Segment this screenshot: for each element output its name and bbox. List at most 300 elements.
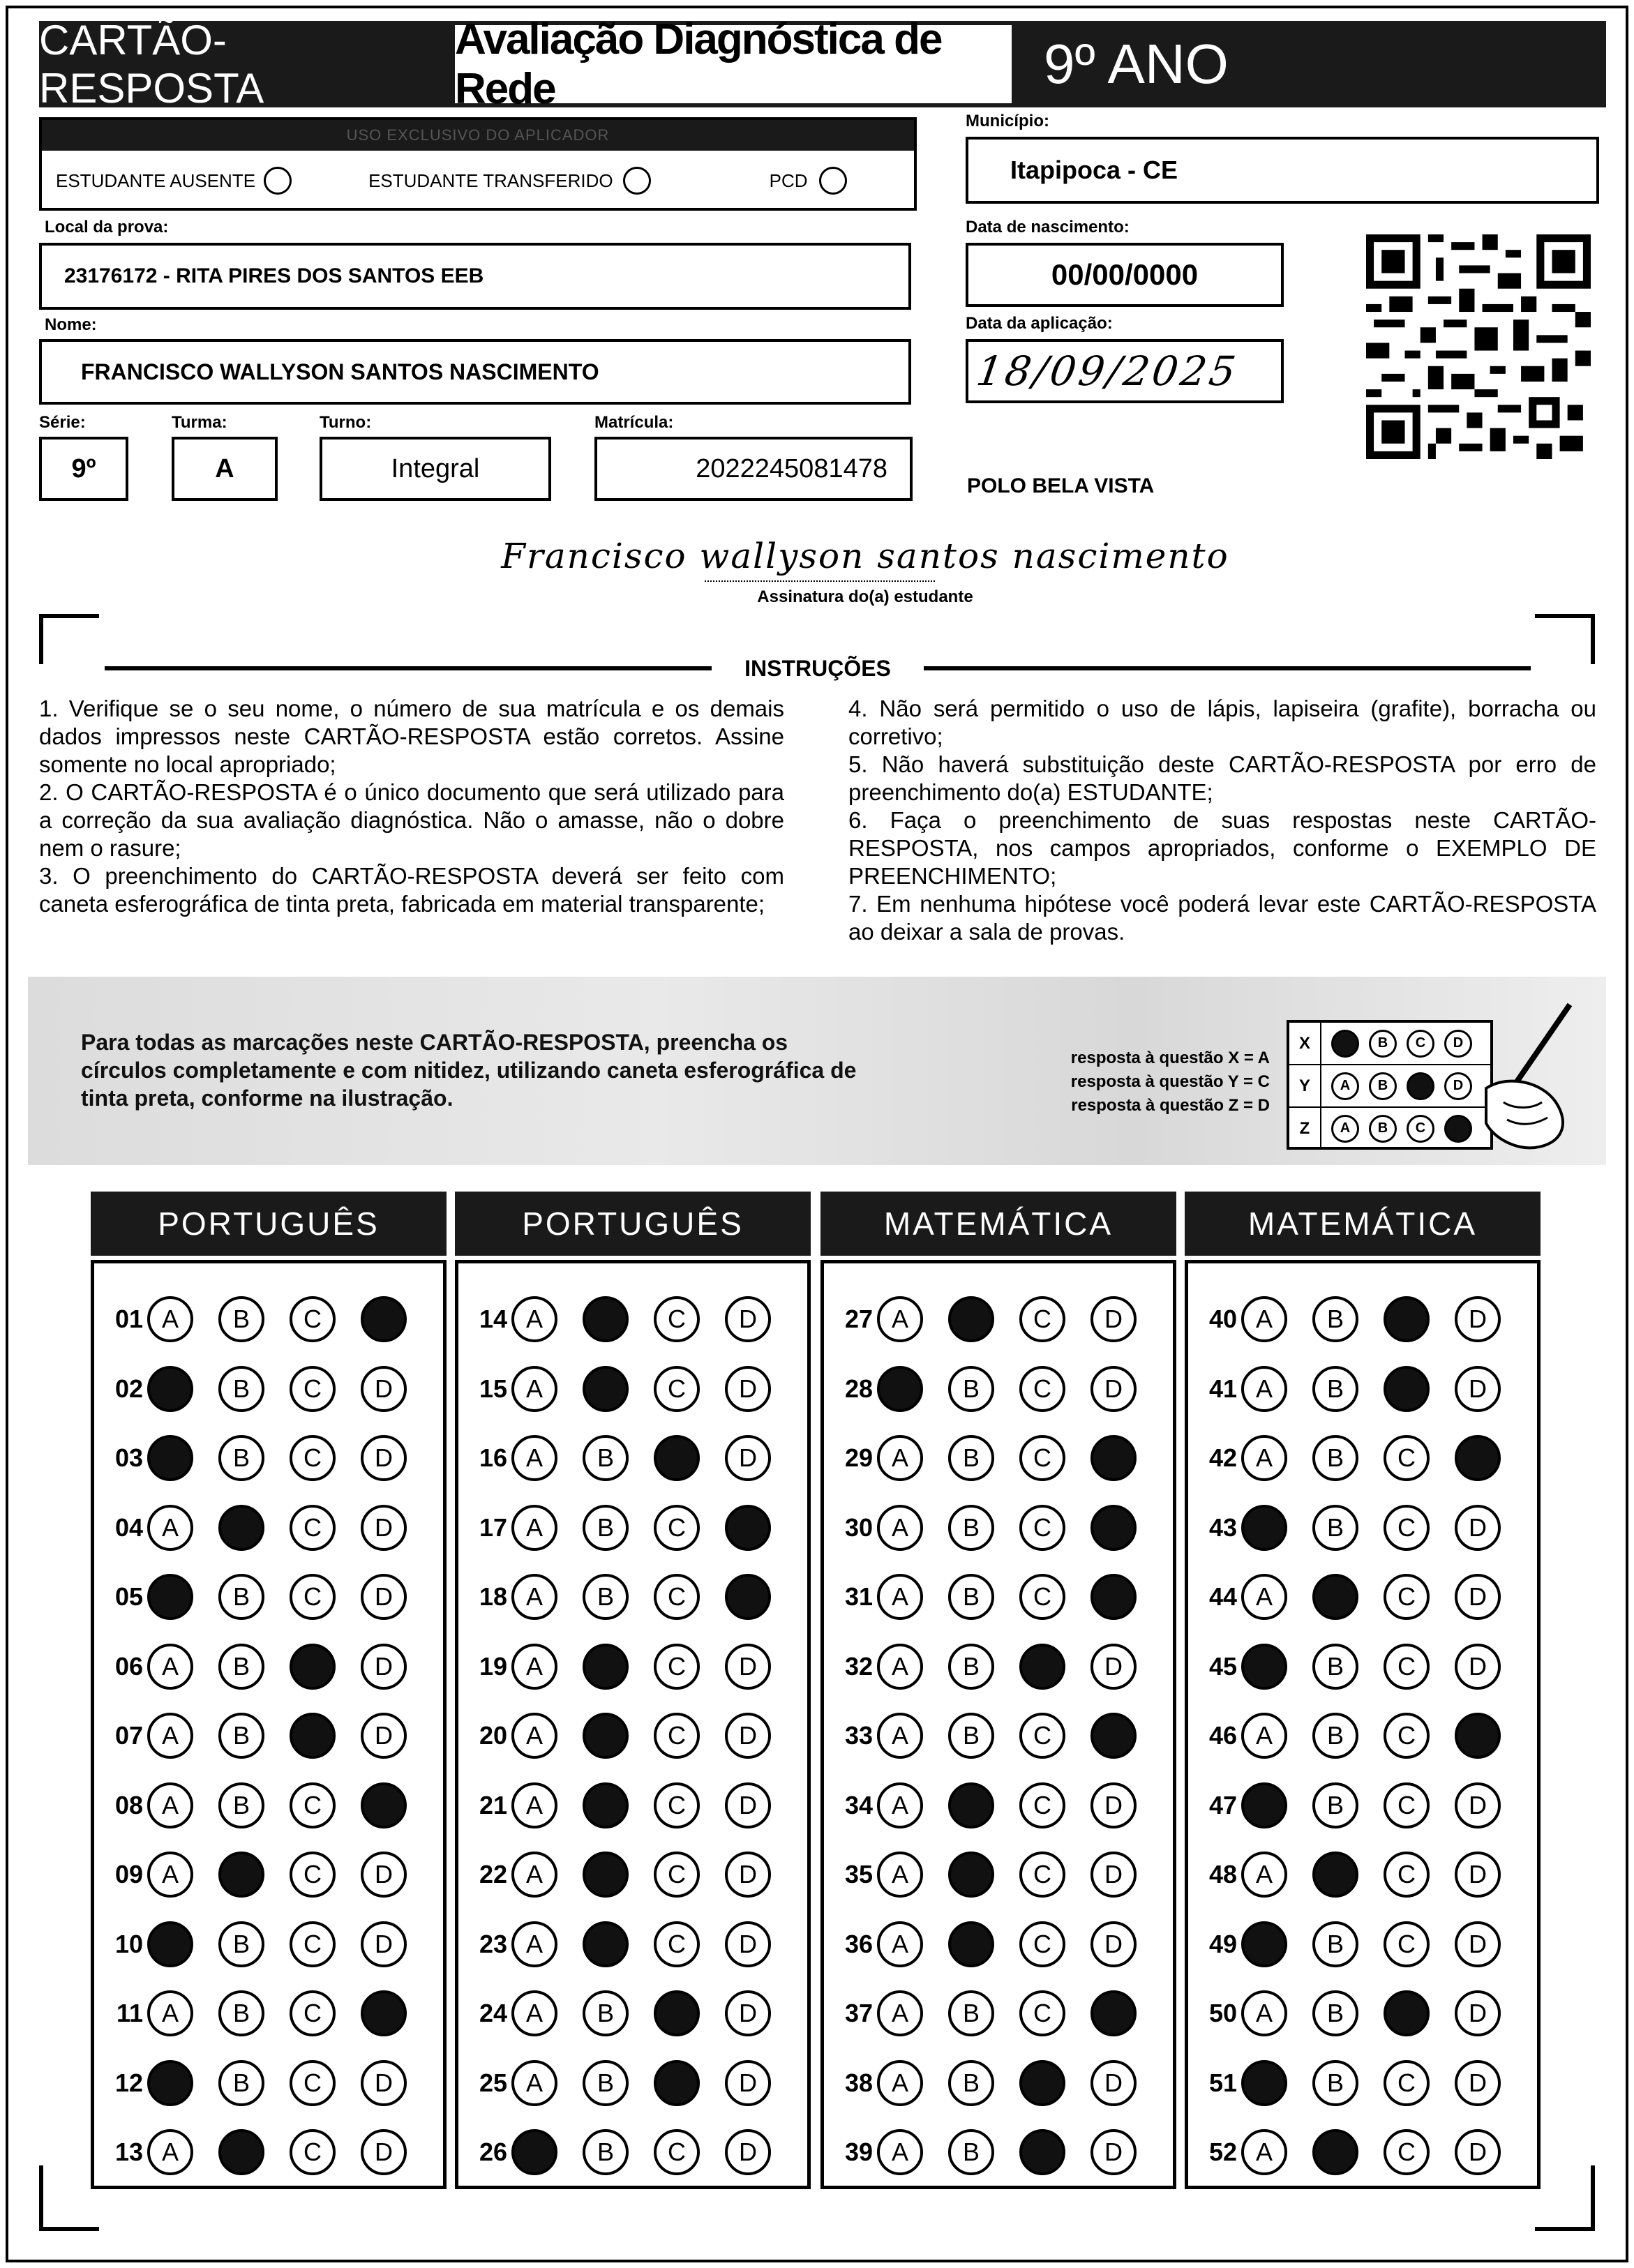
bubble-04-d[interactable]: D <box>361 1505 407 1551</box>
bubble-14-b[interactable] <box>583 1296 629 1342</box>
bubble-15-a[interactable]: A <box>511 1366 557 1412</box>
bubble-48-b[interactable] <box>1312 1852 1358 1898</box>
bubble-48-d[interactable]: D <box>1455 1852 1501 1898</box>
fill-example-text: Para todas as marcações neste CARTÃO-RESPOSTA, preencha os círculos completamente e com nitidez, utilizando caneta esferográfica de tinta preta, conforme na ilustração. <box>81 1030 857 1111</box>
bubble-36-a[interactable]: A <box>877 1921 923 1967</box>
bubble-42-c[interactable]: C <box>1384 1435 1430 1481</box>
bubble-41-b[interactable]: B <box>1312 1366 1358 1412</box>
bubble-16-b[interactable]: B <box>583 1435 629 1481</box>
bubble-22-a[interactable]: A <box>511 1852 557 1898</box>
bubble-20-a[interactable]: A <box>511 1713 557 1759</box>
example-bubble-y-b: B <box>1369 1072 1397 1100</box>
bubble-21-a[interactable]: A <box>511 1782 557 1828</box>
bubble-45-d[interactable]: D <box>1455 1644 1501 1690</box>
bubble-33-b[interactable]: B <box>948 1713 994 1759</box>
bubble-13-b[interactable] <box>218 2129 264 2175</box>
bubble-03-c[interactable]: C <box>290 1435 336 1481</box>
bubble-02-b[interactable]: B <box>218 1366 264 1412</box>
bubble-29-d[interactable] <box>1090 1435 1137 1481</box>
question-row-13 <box>101 2117 432 2187</box>
bubble-22-b[interactable] <box>583 1852 629 1898</box>
bubble-42-d[interactable] <box>1455 1435 1501 1481</box>
bubble-49-b[interactable]: B <box>1312 1921 1358 1967</box>
bubble-03-b[interactable]: B <box>218 1435 264 1481</box>
bubble-21-b[interactable] <box>583 1782 629 1828</box>
bubble-50-b[interactable]: B <box>1312 1990 1358 2036</box>
bubble-06-b[interactable]: B <box>218 1644 264 1690</box>
bubble-42-a[interactable]: A <box>1241 1435 1287 1481</box>
question-row-51 <box>1195 2048 1526 2118</box>
question-number: 02 <box>114 1374 143 1403</box>
bubble-52-c[interactable]: C <box>1384 2129 1430 2175</box>
bubble-35-d[interactable]: D <box>1090 1852 1137 1898</box>
instructions-right-column <box>848 695 1596 946</box>
serie-label: Série: <box>39 413 86 432</box>
bubble-08-c[interactable]: C <box>290 1782 336 1828</box>
bubble-07-c[interactable] <box>290 1713 336 1759</box>
bubble-51-c[interactable]: C <box>1384 2060 1430 2106</box>
question-row-28 <box>831 1354 1162 1424</box>
question-number: 35 <box>844 1860 873 1888</box>
question-row-42 <box>1195 1423 1526 1493</box>
bubble-24-a[interactable]: A <box>511 1990 557 2036</box>
bubble-18-d[interactable] <box>725 1574 771 1620</box>
example-bubble-z-b: B <box>1369 1115 1397 1143</box>
bubble-16-c[interactable] <box>654 1435 700 1481</box>
question-number: 39 <box>844 2138 873 2166</box>
bubble-49-c[interactable]: C <box>1384 1921 1430 1967</box>
bubble-37-a[interactable]: A <box>877 1990 923 2036</box>
example-bubble-y-c: C <box>1407 1072 1434 1100</box>
birth-box <box>966 243 1284 307</box>
bubble-04-a[interactable]: A <box>147 1505 193 1551</box>
bubble-43-a[interactable] <box>1241 1505 1287 1551</box>
bubble-02-a[interactable] <box>147 1366 193 1412</box>
question-row-35 <box>831 1840 1162 1909</box>
bubble-12-b[interactable]: B <box>218 2060 264 2106</box>
bubble-21-c[interactable]: C <box>654 1782 700 1828</box>
bubble-47-a[interactable] <box>1241 1782 1287 1828</box>
bubble-37-c[interactable]: C <box>1019 1990 1065 2036</box>
bubble-45-c[interactable]: C <box>1384 1644 1430 1690</box>
bubble-11-c[interactable]: C <box>290 1990 336 2036</box>
status-banner: USO EXCLUSIVO DO APLICADOR <box>42 120 914 151</box>
bubble-25-c[interactable] <box>654 2060 700 2106</box>
bubble-25-b[interactable]: B <box>583 2060 629 2106</box>
bubble-13-a[interactable]: A <box>147 2129 193 2175</box>
example-bubble-y-d: D <box>1444 1072 1472 1100</box>
bubble-41-a[interactable]: A <box>1241 1366 1287 1412</box>
bubble-23-a[interactable]: A <box>511 1921 557 1967</box>
bubble-43-d[interactable]: D <box>1455 1505 1501 1551</box>
bubble-28-a[interactable] <box>877 1366 923 1412</box>
question-row-25 <box>465 2048 796 2118</box>
absent-label: ESTUDANTE AUSENTE <box>56 170 256 191</box>
bubble-35-a[interactable]: A <box>877 1852 923 1898</box>
bubble-37-d[interactable] <box>1090 1990 1137 2036</box>
bubble-51-b[interactable]: B <box>1312 2060 1358 2106</box>
bubble-12-c[interactable]: C <box>290 2060 336 2106</box>
bubble-09-d[interactable]: D <box>361 1852 407 1898</box>
bubble-48-a[interactable]: A <box>1241 1852 1287 1898</box>
question-number: 30 <box>844 1512 873 1542</box>
bubble-17-d[interactable] <box>725 1505 771 1551</box>
bubble-23-d[interactable]: D <box>725 1921 771 1967</box>
bubble-05-a[interactable] <box>147 1574 193 1620</box>
grade-title: 9º ANO <box>1016 21 1606 107</box>
bubble-10-b[interactable]: B <box>218 1921 264 1967</box>
bubble-44-b[interactable] <box>1312 1574 1358 1620</box>
bubble-29-b[interactable]: B <box>948 1435 994 1481</box>
legend-x: resposta à questão X = A <box>1070 1049 1270 1067</box>
bubble-36-c[interactable]: C <box>1019 1921 1065 1967</box>
matricula-value: 2022245081478 <box>696 453 887 483</box>
bubble-24-b[interactable]: B <box>583 1990 629 2036</box>
bubble-19-d[interactable]: D <box>725 1644 771 1690</box>
pcd-option[interactable] <box>819 167 847 195</box>
bubble-16-d[interactable]: D <box>725 1435 771 1481</box>
bubble-06-c[interactable] <box>290 1644 336 1690</box>
bubble-28-c[interactable]: C <box>1019 1366 1065 1412</box>
bubble-15-b[interactable] <box>583 1366 629 1412</box>
bubble-51-d[interactable]: D <box>1455 2060 1501 2106</box>
bubble-48-c[interactable]: C <box>1384 1852 1430 1898</box>
bubble-31-b[interactable]: B <box>948 1574 994 1620</box>
question-number: 33 <box>844 1721 873 1750</box>
bubble-08-d[interactable] <box>361 1782 407 1828</box>
question-row-20 <box>465 1701 796 1771</box>
bubble-46-c[interactable]: C <box>1384 1713 1430 1759</box>
example-bubble-z-d: D <box>1444 1115 1472 1143</box>
instructions-rule-right <box>924 666 1531 670</box>
bubble-39-d[interactable]: D <box>1090 2129 1137 2175</box>
bubble-38-d[interactable]: D <box>1090 2060 1137 2106</box>
turma-value: A <box>215 453 234 483</box>
bubble-47-c[interactable]: C <box>1384 1782 1430 1828</box>
question-number: 21 <box>479 1790 507 1819</box>
bubble-40-c[interactable] <box>1384 1296 1430 1342</box>
question-number: 41 <box>1208 1374 1237 1403</box>
bubble-34-d[interactable]: D <box>1090 1782 1137 1828</box>
bubble-17-a[interactable]: A <box>511 1505 557 1551</box>
example-bubble-x-c: C <box>1407 1030 1434 1058</box>
bubble-04-c[interactable]: C <box>290 1505 336 1551</box>
bubble-10-c[interactable]: C <box>290 1921 336 1967</box>
bubble-50-d[interactable]: D <box>1455 1990 1501 2036</box>
bubble-30-a[interactable]: A <box>877 1505 923 1551</box>
bubble-45-a[interactable] <box>1241 1644 1287 1690</box>
question-number: 44 <box>1208 1582 1237 1611</box>
bubble-14-a[interactable]: A <box>511 1296 557 1342</box>
bubble-33-c[interactable]: C <box>1019 1713 1065 1759</box>
bubble-25-a[interactable]: A <box>511 2060 557 2106</box>
question-number: 47 <box>1208 1790 1237 1819</box>
bubble-05-b[interactable]: B <box>218 1574 264 1620</box>
application-date-handwritten: 18/09/2025 <box>973 347 1242 395</box>
question-number: 38 <box>844 2068 873 2097</box>
bubble-32-c[interactable] <box>1019 1644 1065 1690</box>
bubble-12-d[interactable]: D <box>361 2060 407 2106</box>
evaluation-title: Avaliação Diagnóstica de Rede <box>451 21 1016 107</box>
question-row-09 <box>101 1840 432 1909</box>
bubble-09-a[interactable]: A <box>147 1852 193 1898</box>
bubble-14-c[interactable]: C <box>654 1296 700 1342</box>
subject-header-1: PORTUGUÊS <box>91 1192 447 1256</box>
bubble-34-b[interactable] <box>948 1782 994 1828</box>
bubble-39-c[interactable] <box>1019 2129 1065 2175</box>
bubble-47-d[interactable]: D <box>1455 1782 1501 1828</box>
bubble-40-b[interactable]: B <box>1312 1296 1358 1342</box>
question-number: 34 <box>844 1790 873 1819</box>
application-date-box[interactable] <box>966 339 1284 403</box>
bubble-04-b[interactable] <box>218 1505 264 1551</box>
question-number: 06 <box>114 1651 143 1681</box>
bubble-03-a[interactable] <box>147 1435 193 1481</box>
bubble-38-c[interactable] <box>1019 2060 1065 2106</box>
bubble-39-b[interactable]: B <box>948 2129 994 2175</box>
bubble-30-d[interactable] <box>1090 1505 1137 1551</box>
bubble-23-c[interactable]: C <box>654 1921 700 1967</box>
bubble-35-c[interactable]: C <box>1019 1852 1065 1898</box>
question-row-29 <box>831 1423 1162 1493</box>
question-row-36 <box>831 1909 1162 1979</box>
example-bubble-y-a: A <box>1331 1072 1359 1100</box>
corner-bracket-bottom-right <box>1535 2165 1595 2231</box>
bubble-01-b[interactable]: B <box>218 1296 264 1342</box>
bubble-38-a[interactable]: A <box>877 2060 923 2106</box>
question-row-01 <box>101 1284 432 1354</box>
bubble-17-b[interactable]: B <box>583 1505 629 1551</box>
bubble-10-a[interactable] <box>147 1921 193 1967</box>
question-number: 37 <box>844 1999 873 2027</box>
bubble-07-a[interactable]: A <box>147 1713 193 1759</box>
municipio-value: Itapipoca - CE <box>1010 156 1178 184</box>
bubble-19-c[interactable]: C <box>654 1644 700 1690</box>
bubble-14-d[interactable]: D <box>725 1296 771 1342</box>
question-number: 17 <box>479 1512 507 1542</box>
bubble-49-a[interactable] <box>1241 1921 1287 1967</box>
bubble-11-a[interactable]: A <box>147 1990 193 2036</box>
question-row-08 <box>101 1771 432 1840</box>
bubble-27-b[interactable] <box>948 1296 994 1342</box>
bubble-50-a[interactable]: A <box>1241 1990 1287 2036</box>
question-number: 28 <box>844 1374 873 1403</box>
birth-label: Data de nascimento: <box>966 218 1130 236</box>
question-number: 27 <box>844 1305 873 1333</box>
bubble-32-a[interactable]: A <box>877 1644 923 1690</box>
bubble-18-a[interactable]: A <box>511 1574 557 1620</box>
serie-box <box>39 437 128 501</box>
question-row-02 <box>101 1354 432 1424</box>
example-row-y <box>1289 1065 1490 1108</box>
bubble-27-d[interactable]: D <box>1090 1296 1137 1342</box>
bubble-33-d[interactable] <box>1090 1713 1137 1759</box>
bubble-27-a[interactable]: A <box>877 1296 923 1342</box>
bubble-42-b[interactable]: B <box>1312 1435 1358 1481</box>
bubble-40-a[interactable]: A <box>1241 1296 1287 1342</box>
bubble-36-b[interactable] <box>948 1921 994 1967</box>
bubble-20-c[interactable]: C <box>654 1713 700 1759</box>
bubble-07-d[interactable]: D <box>361 1713 407 1759</box>
bubble-44-a[interactable]: A <box>1241 1574 1287 1620</box>
bubble-06-a[interactable]: A <box>147 1644 193 1690</box>
bubble-30-c[interactable]: C <box>1019 1505 1065 1551</box>
bubble-24-c[interactable] <box>654 1990 700 2036</box>
bubble-08-a[interactable]: A <box>147 1782 193 1828</box>
student-signature[interactable]: Francisco wallyson santos nascimento <box>501 536 1229 576</box>
bubble-23-b[interactable] <box>583 1921 629 1967</box>
bubble-15-c[interactable]: C <box>654 1366 700 1412</box>
question-number: 50 <box>1208 1999 1237 2027</box>
pcd-label: PCD <box>769 170 808 191</box>
question-number: 19 <box>479 1651 507 1681</box>
bubble-03-d[interactable]: D <box>361 1435 407 1481</box>
answer-grid-4 <box>1185 1260 1541 2189</box>
question-row-37 <box>831 1978 1162 2048</box>
bubble-43-b[interactable]: B <box>1312 1505 1358 1551</box>
question-row-32 <box>831 1632 1162 1702</box>
bubble-27-c[interactable]: C <box>1019 1296 1065 1342</box>
bubble-20-b[interactable] <box>583 1713 629 1759</box>
bubble-44-d[interactable]: D <box>1455 1574 1501 1620</box>
bubble-41-c[interactable] <box>1384 1366 1430 1412</box>
bubble-11-b[interactable]: B <box>218 1990 264 2036</box>
bubble-50-c[interactable] <box>1384 1990 1430 2036</box>
bubble-45-b[interactable]: B <box>1312 1644 1358 1690</box>
bubble-26-d[interactable]: D <box>725 2129 771 2175</box>
bubble-22-c[interactable]: C <box>654 1852 700 1898</box>
question-number: 16 <box>479 1443 507 1472</box>
bubble-15-d[interactable]: D <box>725 1366 771 1412</box>
bubble-19-a[interactable]: A <box>511 1644 557 1690</box>
bubble-26-b[interactable]: B <box>583 2129 629 2175</box>
bubble-52-b[interactable] <box>1312 2129 1358 2175</box>
bubble-44-c[interactable]: C <box>1384 1574 1430 1620</box>
bubble-01-c[interactable]: C <box>290 1296 336 1342</box>
bubble-10-d[interactable]: D <box>361 1921 407 1967</box>
bubble-31-d[interactable] <box>1090 1574 1137 1620</box>
bubble-32-d[interactable]: D <box>1090 1644 1137 1690</box>
bubble-26-c[interactable]: C <box>654 2129 700 2175</box>
bubble-39-a[interactable]: A <box>877 2129 923 2175</box>
bubble-37-b[interactable]: B <box>948 1990 994 2036</box>
question-row-38 <box>831 2048 1162 2118</box>
bubble-29-a[interactable]: A <box>877 1435 923 1481</box>
bubble-20-d[interactable]: D <box>725 1713 771 1759</box>
bubble-19-b[interactable] <box>583 1644 629 1690</box>
bubble-12-a[interactable] <box>147 2060 193 2106</box>
question-number: 46 <box>1208 1721 1237 1750</box>
bubble-36-d[interactable]: D <box>1090 1921 1137 1967</box>
signature-line <box>705 580 935 582</box>
local-label: Local da prova: <box>45 218 169 236</box>
bubble-52-d[interactable]: D <box>1455 2129 1501 2175</box>
bubble-46-a[interactable]: A <box>1241 1713 1287 1759</box>
bubble-33-a[interactable]: A <box>877 1713 923 1759</box>
question-row-48 <box>1195 1840 1526 1909</box>
bubble-24-d[interactable]: D <box>725 1990 771 2036</box>
bubble-21-d[interactable]: D <box>725 1782 771 1828</box>
bubble-35-b[interactable] <box>948 1852 994 1898</box>
bubble-11-d[interactable] <box>361 1990 407 2036</box>
bubble-47-b[interactable]: B <box>1312 1782 1358 1828</box>
bubble-01-d[interactable] <box>361 1296 407 1342</box>
bubble-46-b[interactable]: B <box>1312 1713 1358 1759</box>
bubble-34-c[interactable]: C <box>1019 1782 1065 1828</box>
bubble-40-d[interactable]: D <box>1455 1296 1501 1342</box>
bubble-06-d[interactable]: D <box>361 1644 407 1690</box>
legend-y: resposta à questão Y = C <box>1070 1072 1270 1091</box>
bubble-30-b[interactable]: B <box>948 1505 994 1551</box>
bubble-02-d[interactable]: D <box>361 1366 407 1412</box>
bubble-28-b[interactable]: B <box>948 1366 994 1412</box>
bubble-09-c[interactable]: C <box>290 1852 336 1898</box>
bubble-31-a[interactable]: A <box>877 1574 923 1620</box>
bubble-13-d[interactable]: D <box>361 2129 407 2175</box>
municipio-label: Município: <box>966 112 1049 130</box>
bubble-28-d[interactable]: D <box>1090 1366 1137 1412</box>
bubble-41-d[interactable]: D <box>1455 1366 1501 1412</box>
bubble-05-c[interactable]: C <box>290 1574 336 1620</box>
corner-bracket-top-right <box>1535 614 1595 664</box>
question-number: 52 <box>1208 2138 1237 2166</box>
question-row-31 <box>831 1562 1162 1632</box>
bubble-02-c[interactable]: C <box>290 1366 336 1412</box>
bubble-32-b[interactable]: B <box>948 1644 994 1690</box>
bubble-13-c[interactable]: C <box>290 2129 336 2175</box>
question-number: 29 <box>844 1443 873 1472</box>
question-number: 11 <box>116 1999 143 2027</box>
bubble-43-c[interactable]: C <box>1384 1505 1430 1551</box>
bubble-18-c[interactable]: C <box>654 1574 700 1620</box>
question-row-12 <box>101 2048 432 2118</box>
bubble-22-d[interactable]: D <box>725 1852 771 1898</box>
local-box <box>39 243 911 310</box>
bubble-07-b[interactable]: B <box>218 1713 264 1759</box>
bubble-09-b[interactable] <box>218 1852 264 1898</box>
bubble-17-c[interactable]: C <box>654 1505 700 1551</box>
absent-option[interactable] <box>264 167 292 195</box>
bubble-38-b[interactable]: B <box>948 2060 994 2106</box>
bubble-51-a[interactable] <box>1241 2060 1287 2106</box>
bubble-05-d[interactable]: D <box>361 1574 407 1620</box>
question-number: 48 <box>1208 1860 1237 1888</box>
bubble-34-a[interactable]: A <box>877 1782 923 1828</box>
bubble-49-d[interactable]: D <box>1455 1921 1501 1967</box>
bubble-46-d[interactable] <box>1455 1713 1501 1759</box>
bubble-08-b[interactable]: B <box>218 1782 264 1828</box>
matricula-label: Matrícula: <box>594 413 674 432</box>
question-number: 23 <box>479 1929 507 1958</box>
bubble-25-d[interactable]: D <box>725 2060 771 2106</box>
example-question-label: X <box>1289 1023 1321 1064</box>
bubble-52-a[interactable]: A <box>1241 2129 1287 2175</box>
bubble-16-a[interactable]: A <box>511 1435 557 1481</box>
instruction-1: 1. Verifique se o seu nome, o número de sua matrícula e os demais dados impressos neste CARTÃO-RESPOSTA estão corretos. Assine somente no local apropriado; <box>39 696 784 777</box>
question-row-47 <box>1195 1771 1526 1840</box>
bubble-29-c[interactable]: C <box>1019 1435 1065 1481</box>
legend-z: resposta à questão Z = D <box>1071 1096 1270 1115</box>
bubble-18-b[interactable]: B <box>583 1574 629 1620</box>
bubble-26-a[interactable] <box>511 2129 557 2175</box>
question-number: 14 <box>479 1305 507 1333</box>
question-row-49 <box>1195 1909 1526 1979</box>
transferred-option[interactable] <box>623 167 651 195</box>
question-row-06 <box>101 1632 432 1702</box>
bubble-01-a[interactable]: A <box>147 1296 193 1342</box>
bubble-31-c[interactable]: C <box>1019 1574 1065 1620</box>
question-number: 07 <box>114 1721 143 1750</box>
